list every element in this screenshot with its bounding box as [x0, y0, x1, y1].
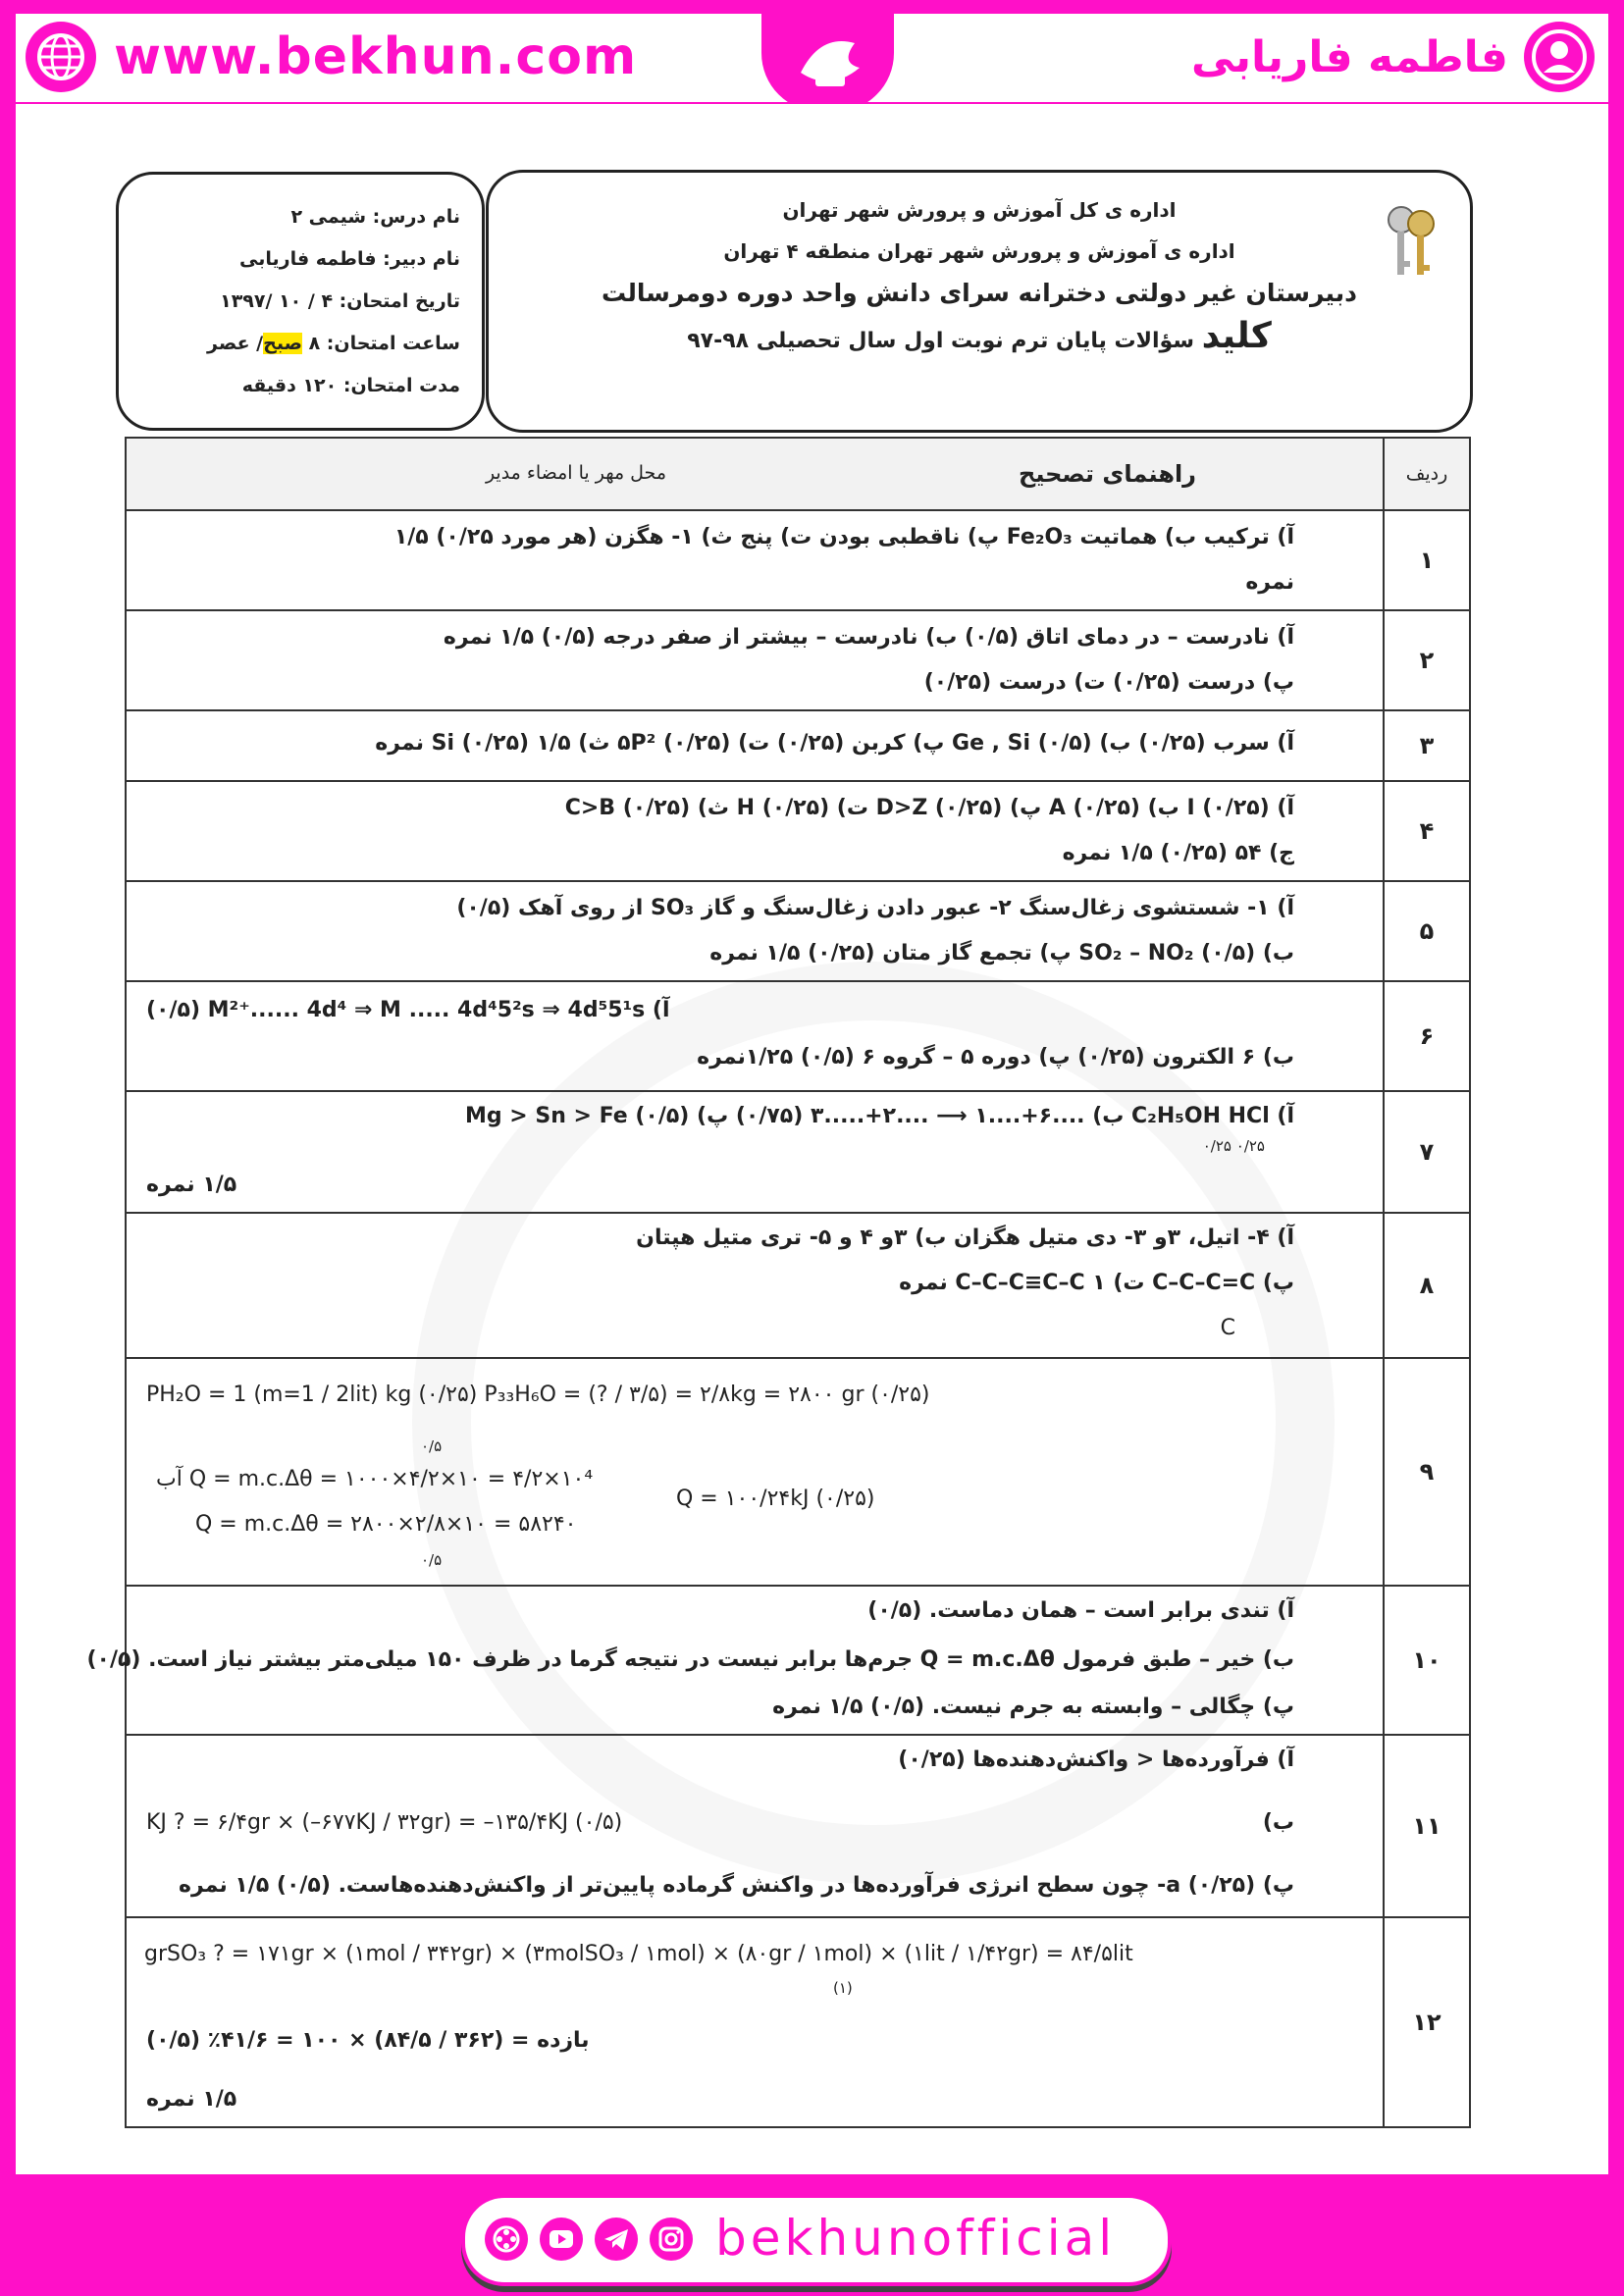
- top-bar: [16, 14, 1608, 102]
- exam-info-box: [116, 172, 485, 431]
- bekhun-logo: [761, 14, 894, 112]
- table-row: [126, 610, 1470, 710]
- answer-7-subscripts: ۰/۲۵ ۰/۲۵: [1202, 1137, 1265, 1155]
- row-number: ۸: [1384, 1213, 1470, 1358]
- col-seal: محل مهر یا امضاء مدیر: [485, 462, 666, 484]
- table-row: [126, 1091, 1470, 1213]
- website-link[interactable]: [26, 22, 637, 92]
- author-badge: [1191, 22, 1595, 92]
- answer-key-table: [86, 437, 1471, 2128]
- answer-12-yield: بازده = (۳۶۲ / ۸۴/۵) × ۱۰۰ = ۴۱/۶٪ (۰/۵): [146, 2028, 590, 2053]
- row-number: ۱: [1384, 510, 1470, 610]
- answer-11-line-3: پ) a (۰/۲۵)- چون سطح انرژی فرآورده‌ها در واکنش گرماده پایین‌تر از واکنش‌دهنده‌هاست. (۰/۵) ۱/۵ نمره: [179, 1873, 1294, 1898]
- school-header: [486, 170, 1473, 433]
- table-row: [126, 710, 1470, 781]
- key-label: کلید: [1201, 316, 1272, 356]
- row-number: ۱۱: [1384, 1735, 1470, 1917]
- row-number: ۵: [1384, 881, 1470, 981]
- answer-9-score-b: ۰/۵: [421, 1551, 443, 1569]
- website-text: www.bekhun.com: [114, 27, 638, 86]
- answer-4-line-2: ج) ۵۴ (۰/۲۵) ۱/۵ نمره: [1062, 841, 1294, 865]
- social-footer: [461, 2194, 1172, 2286]
- answer-8-line-1: آ) ۴- اتیل، ۳و ۳- دی متیل هگزان ب) ۳و ۴ و ۵- تری متیل هپتان: [636, 1226, 1294, 1250]
- answer-3-line-1: آ) سرب (۰/۲۵) ب) Ge , Si (۰/۵) پ) کربن (۰/۲۵) ت) ۵P² (۰/۲۵) ث) Si (۰/۲۵) ۱/۵ نمره: [375, 731, 1294, 756]
- answer-12-formula: grSO₃ ? = ۱۷۱gr × (۱mol / ۳۴۲gr) × (۳molSO₃ / ۱mol) × (۸۰gr / ۱mol) × (۱lit / ۱/۴۲gr) = ۸۴/۵lit: [144, 1942, 1133, 1966]
- table-row: [126, 1358, 1470, 1586]
- exam-duration: مدت امتحان: ۱۲۰ دقیقه: [241, 375, 460, 396]
- row-number: ۲: [1384, 610, 1470, 710]
- answer-4-line-1: آ) I (۰/۲۵) ب) A (۰/۲۵) پ) D>Z (۰/۲۵) ت) H (۰/۲۵) ث) C>B (۰/۲۵): [564, 796, 1294, 820]
- telegram-icon[interactable]: [595, 2218, 638, 2261]
- header-line-1: اداره ی کل آموزش و پرورش شهر تهران: [782, 198, 1177, 222]
- header-guide-cell: [126, 438, 1384, 510]
- answer-10-line-3: پ) چگالی – وابسته به جرم نیست. (۰/۵) ۱/۵ نمره: [772, 1695, 1294, 1719]
- answer-5-line-1: آ) ۱- شستشوی زغال‌سنگ ۲- عبور دادن زغال‌سنگ و گاز SO₃ از روی آهک (۰/۵): [456, 896, 1294, 920]
- youtube-icon[interactable]: [540, 2218, 583, 2261]
- table-row: [126, 510, 1470, 610]
- answer-12-score: ۱/۵ نمره: [146, 2087, 237, 2112]
- globe-icon: [26, 22, 96, 92]
- exam-time-prefix: ساعت امتحان: ۸: [308, 333, 460, 354]
- answer-10-line-2: ب) خیر – طبق فرمول Q = m.c.Δθ جرم‌ها برابر نیست در نتیجه گرما در ظرف ۱۵۰ میلی‌متر بیشتر نیاز است. (۰/۵): [86, 1647, 1294, 1672]
- answer-9-score-a: ۰/۵: [421, 1437, 443, 1455]
- answer-2-line-1: آ) نادرست – در دمای اتاق (۰/۵) ب) نادرست – بیشتر از صفر درجه (۰/۵) ۱/۵ نمره: [443, 625, 1294, 650]
- answer-7-line-1: آ) C₂H₅OH HCl ب) ....۶+....۱ ⟶ ....۲+.....۳ (۰/۷۵) پ) Mg > Sn > Fe (۰/۵): [464, 1104, 1294, 1128]
- answer-12-mark: (۱): [833, 1979, 853, 1997]
- col-guide: راهنمای تصحیح: [1019, 460, 1196, 488]
- table-row: [126, 1586, 1470, 1735]
- table-row: [126, 1917, 1470, 2127]
- teacher-name: نام دبیر: فاطمه فاریابی: [239, 248, 460, 270]
- subject-name: نام درس: شیمی ۲: [290, 206, 460, 228]
- social-handle[interactable]: bekhunofficial: [715, 2210, 1117, 2267]
- answer-1-line-1: آ) ترکیب ب) هماتیت Fe₂O₃ پ) ناقطبی بودن ت) پنج ث) ۱- هگزن (هر مورد ۰/۲۵) ۱/۵: [393, 525, 1294, 549]
- aparat-icon[interactable]: [485, 2218, 528, 2261]
- answer-9-line-3: Q = m.c.Δθ = ۲۸۰۰×۲/۸×۱۰ = ۵۸۲۴۰: [195, 1512, 577, 1537]
- author-name: فاطمه فاریابی: [1190, 31, 1508, 82]
- exam-time: [207, 333, 460, 354]
- row-number: ۴: [1384, 781, 1470, 881]
- answer-11-formula: KJ ? = ۶/۴gr × (–۶۷۷KJ / ۳۲gr) = –۱۳۵/۴KJ (۰/۵): [146, 1810, 623, 1835]
- row-number: ۱۰: [1384, 1586, 1470, 1735]
- table-row: [126, 1213, 1470, 1358]
- answer-9-total: Q = ۱۰۰/۲۴kJ (۰/۲۵): [676, 1487, 875, 1511]
- table-row: [126, 781, 1470, 881]
- table-header-row: [126, 438, 1470, 510]
- answer-10-line-1: آ) تندی برابر است – همان دماست. (۰/۵): [867, 1598, 1294, 1623]
- header-line-3: دبیرستان غیر دولتی دخترانه سرای دانش واحد دوره دومرسالت: [602, 279, 1357, 307]
- user-icon: [1524, 22, 1595, 92]
- answer-9-line-1: PH₂O = 1 (m=1 / 2lit) kg (۰/۲۵) P₃₃H₆O = (? / ۳/۵) = ۲/۸kg = ۲۸۰۰ gr (۰/۲۵): [146, 1383, 930, 1407]
- answer-11-label-b: ب): [1262, 1810, 1294, 1835]
- answer-2-line-2: پ) درست (۰/۲۵) ت) درست (۰/۲۵): [923, 670, 1294, 695]
- instagram-icon[interactable]: [650, 2218, 693, 2261]
- header-line-4: [489, 316, 1470, 356]
- answer-1-line-2: نمره: [1245, 570, 1294, 595]
- table-row: [126, 881, 1470, 981]
- exam-time-highlight: صبح: [263, 333, 302, 354]
- row-number: ۷: [1384, 1091, 1470, 1213]
- exam-date: تاریخ امتحان: ۴ / ۱۰ /۱۳۹۷: [220, 290, 460, 312]
- answer-7-score: ۱/۵ نمره: [146, 1173, 237, 1197]
- answer-8-branch: C: [1220, 1316, 1235, 1340]
- exam-title: سؤالات پایان ترم نوبت اول سال تحصیلی ۹۸-۹۷: [687, 329, 1194, 353]
- answer-11-line-1: آ) فرآورده‌ها < واکنش‌دهنده‌ها (۰/۲۵): [898, 1748, 1294, 1772]
- exam-time-suffix: / عصر: [207, 333, 264, 354]
- table-row: [126, 1735, 1470, 1917]
- answer-5-line-2: ب) SO₂ – NO₂ (۰/۵) پ) تجمع گاز متان (۰/۲۵) ۱/۵ نمره: [709, 941, 1294, 965]
- answer-6-line-1: (۰/۵) M²⁺...... 4d⁴ ⇒ M ..... 4d⁴5²s ⇒ 4d⁵5¹s (آ: [146, 998, 670, 1022]
- header-line-2: اداره ی آموزش و پرورش شهر تهران منطقه ۴ تهران: [723, 239, 1235, 263]
- row-number: ۹: [1384, 1358, 1470, 1586]
- answer-9-line-2: Q = m.c.Δθ = ۱۰۰۰×۴/۲×۱۰ = ۴/۲×۱۰⁴ آب: [156, 1467, 594, 1491]
- table-row: [126, 981, 1470, 1091]
- row-number: ۳: [1384, 710, 1470, 781]
- answer-6-line-2: ب) ۶ الکترون (۰/۲۵) پ) دوره ۵ – گروه ۶ (۰/۵) ۱/۲۵نمره: [697, 1045, 1294, 1070]
- answer-8-line-2: پ) C–C–C=C ت) C–C–C≡C–C ۱ نمره: [899, 1271, 1294, 1295]
- row-number: ۱۲: [1384, 1917, 1470, 2127]
- row-number: ۶: [1384, 981, 1470, 1091]
- col-row: ردیف: [1384, 438, 1470, 510]
